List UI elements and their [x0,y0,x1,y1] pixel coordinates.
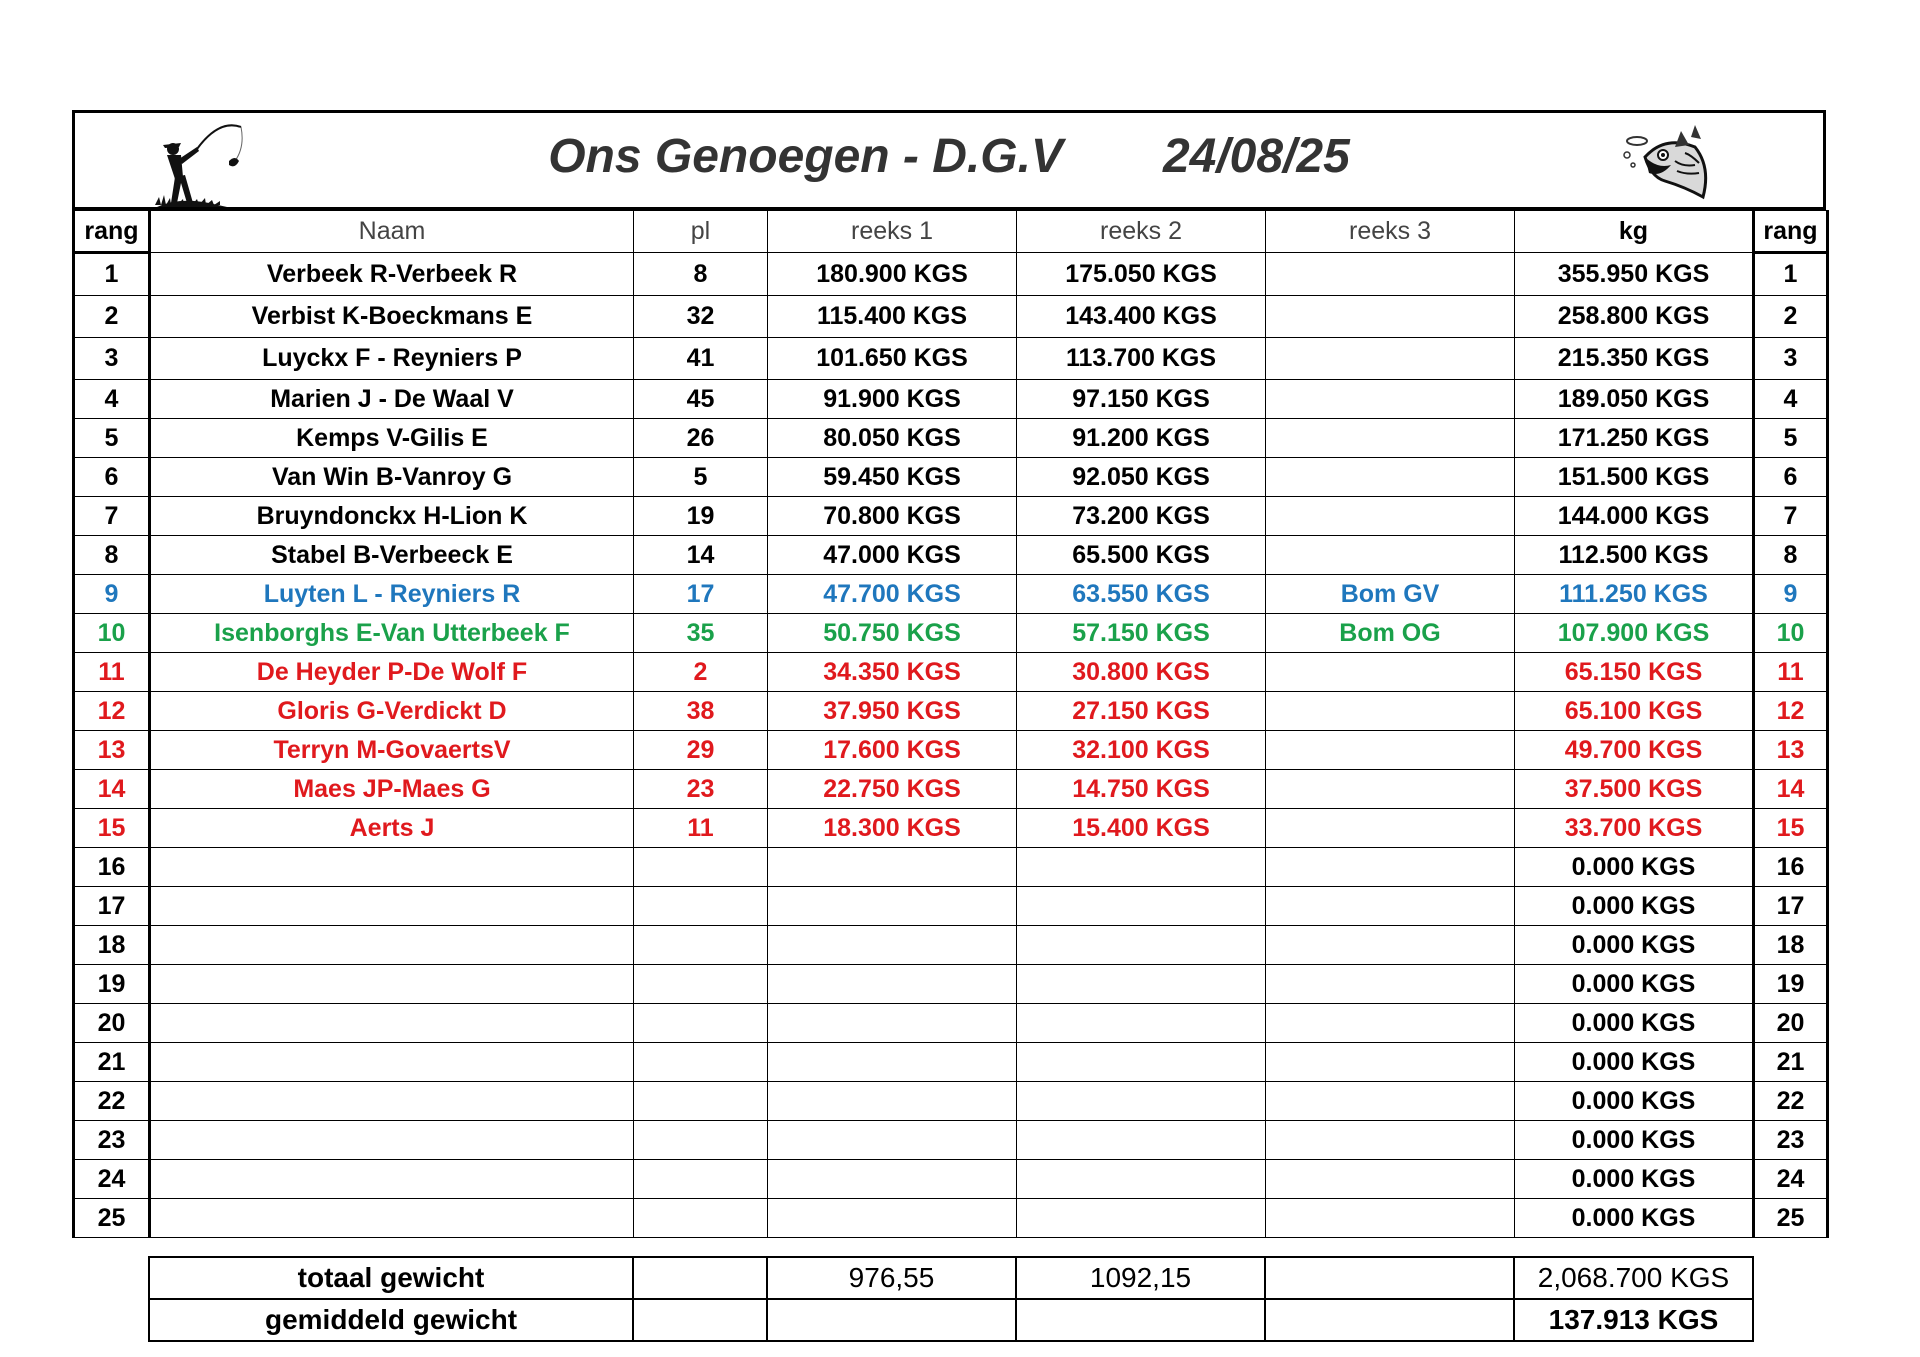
table-row [74,653,1828,692]
rank-right-cell: 13 [1754,731,1828,770]
place-cell [634,1160,768,1199]
table-row [74,536,1828,575]
column-header-pl: pl [634,211,768,253]
reeks-3-cell [1266,1199,1515,1238]
reeks-2-cell: 113.700 KGS [1017,338,1266,380]
name-cell [150,887,634,926]
kg-cell: 0.000 KGS [1515,848,1754,887]
rank-right-cell: 25 [1754,1199,1828,1238]
rank-right-cell: 18 [1754,926,1828,965]
reeks-3-cell [1266,965,1515,1004]
place-cell [634,1199,768,1238]
table-row [74,965,1828,1004]
rank-cell: 10 [74,614,150,653]
name-cell: Gloris G-Verdickt D [150,692,634,731]
place-cell [634,965,768,1004]
rank-right-cell: 3 [1754,338,1828,380]
reeks-3-cell [1266,809,1515,848]
reeks-2-cell: 73.200 KGS [1017,497,1266,536]
fish-icon [1615,117,1715,209]
name-cell: Maes JP-Maes G [150,770,634,809]
name-cell [150,926,634,965]
name-cell: Isenborghs E-Van Utterbeek F [150,614,634,653]
reeks-3-cell [1266,253,1515,296]
name-cell: Stabel B-Verbeeck E [150,536,634,575]
reeks-3-cell [1266,497,1515,536]
reeks-2-cell: 175.050 KGS [1017,253,1266,296]
reeks-1-cell [768,848,1017,887]
place-cell: 32 [634,296,768,338]
reeks-3-cell [1266,1160,1515,1199]
rank-right-cell: 20 [1754,1004,1828,1043]
reeks-1-cell: 115.400 KGS [768,296,1017,338]
table-row [74,887,1828,926]
rank-right-cell: 12 [1754,692,1828,731]
page-title: Ons Genoegen - D.G.V [548,130,1063,183]
reeks-2-cell [1017,1004,1266,1043]
kg-cell: 0.000 KGS [1515,1121,1754,1160]
rank-cell: 21 [74,1043,150,1082]
place-cell [634,1082,768,1121]
kg-cell: 215.350 KGS [1515,338,1754,380]
reeks-1-cell [768,1043,1017,1082]
reeks-3-cell [1266,653,1515,692]
reeks-3-cell [1266,731,1515,770]
average-kg: 137.913 KGS [1514,1299,1753,1341]
rank-right-cell: 8 [1754,536,1828,575]
rank-right-cell: 23 [1754,1121,1828,1160]
kg-cell: 37.500 KGS [1515,770,1754,809]
average-pl-cell [633,1299,767,1341]
place-cell: 41 [634,338,768,380]
rank-cell: 25 [74,1199,150,1238]
kg-cell: 33.700 KGS [1515,809,1754,848]
reeks-3-cell [1266,1043,1515,1082]
reeks-3-cell [1266,848,1515,887]
kg-cell: 171.250 KGS [1515,419,1754,458]
reeks-2-cell: 14.750 KGS [1017,770,1266,809]
table-row [74,296,1828,338]
kg-cell: 65.100 KGS [1515,692,1754,731]
rank-right-cell: 9 [1754,575,1828,614]
table-row [74,926,1828,965]
rank-right-cell: 7 [1754,497,1828,536]
rank-right-cell: 24 [1754,1160,1828,1199]
rank-cell: 9 [74,575,150,614]
average-reeks-3-cell [1265,1299,1514,1341]
kg-cell: 0.000 KGS [1515,1082,1754,1121]
reeks-3-cell [1266,419,1515,458]
kg-cell: 189.050 KGS [1515,380,1754,419]
reeks-1-cell [768,926,1017,965]
kg-cell: 144.000 KGS [1515,497,1754,536]
kg-cell: 258.800 KGS [1515,296,1754,338]
kg-cell: 0.000 KGS [1515,1043,1754,1082]
rank-cell: 3 [74,338,150,380]
rank-right-cell: 4 [1754,380,1828,419]
total-reeks-1: 976,55 [767,1257,1016,1299]
name-cell [150,1121,634,1160]
place-cell: 19 [634,497,768,536]
total-row [149,1257,1753,1299]
reeks-1-cell: 91.900 KGS [768,380,1017,419]
rank-cell: 7 [74,497,150,536]
place-cell: 38 [634,692,768,731]
reeks-2-cell [1017,1160,1266,1199]
name-cell: Van Win B-Vanroy G [150,458,634,497]
name-cell [150,1199,634,1238]
rank-cell: 4 [74,380,150,419]
name-cell: Bruyndonckx H-Lion K [150,497,634,536]
rank-cell: 17 [74,887,150,926]
place-cell [634,887,768,926]
reeks-1-cell: 59.450 KGS [768,458,1017,497]
kg-cell: 107.900 KGS [1515,614,1754,653]
table-row [74,1004,1828,1043]
reeks-2-cell: 65.500 KGS [1017,536,1266,575]
kg-cell: 65.150 KGS [1515,653,1754,692]
reeks-1-cell: 70.800 KGS [768,497,1017,536]
place-cell [634,1043,768,1082]
place-cell: 17 [634,575,768,614]
rank-cell: 16 [74,848,150,887]
rank-cell: 5 [74,419,150,458]
rank-cell: 13 [74,731,150,770]
average-reeks-2-cell [1016,1299,1265,1341]
reeks-3-cell [1266,1004,1515,1043]
reeks-3-cell: Bom GV [1266,575,1515,614]
table-row [74,380,1828,419]
kg-cell: 0.000 KGS [1515,926,1754,965]
reeks-2-cell [1017,1121,1266,1160]
name-cell: Marien J - De Waal V [150,380,634,419]
rank-right-cell: 16 [1754,848,1828,887]
reeks-1-cell: 50.750 KGS [768,614,1017,653]
reeks-2-cell [1017,887,1266,926]
place-cell [634,848,768,887]
name-cell [150,1160,634,1199]
reeks-3-cell [1266,887,1515,926]
reeks-2-cell: 63.550 KGS [1017,575,1266,614]
column-header-reeks-2: reeks 2 [1017,211,1266,253]
column-header-naam: Naam [150,211,634,253]
reeks-1-cell: 180.900 KGS [768,253,1017,296]
kg-cell: 49.700 KGS [1515,731,1754,770]
rank-cell: 8 [74,536,150,575]
rank-right-cell: 11 [1754,653,1828,692]
name-cell: Aerts J [150,809,634,848]
kg-cell: 0.000 KGS [1515,1199,1754,1238]
table-row [74,731,1828,770]
place-cell: 26 [634,419,768,458]
column-header-rang: rang [74,211,150,253]
reeks-3-cell [1266,380,1515,419]
rank-right-cell: 6 [1754,458,1828,497]
table-row [74,614,1828,653]
rank-cell: 18 [74,926,150,965]
reeks-2-cell: 143.400 KGS [1017,296,1266,338]
rank-cell: 20 [74,1004,150,1043]
table-row [74,458,1828,497]
rank-cell: 24 [74,1160,150,1199]
total-kg: 2,068.700 KGS [1514,1257,1753,1299]
place-cell [634,926,768,965]
place-cell: 23 [634,770,768,809]
reeks-1-cell: 18.300 KGS [768,809,1017,848]
rank-cell: 12 [74,692,150,731]
reeks-3-cell [1266,536,1515,575]
reeks-1-cell [768,1121,1017,1160]
reeks-2-cell: 91.200 KGS [1017,419,1266,458]
reeks-1-cell [768,1004,1017,1043]
name-cell: De Heyder P-De Wolf F [150,653,634,692]
name-cell [150,1043,634,1082]
kg-cell: 0.000 KGS [1515,965,1754,1004]
reeks-2-cell: 32.100 KGS [1017,731,1266,770]
kg-cell: 0.000 KGS [1515,1004,1754,1043]
name-cell: Terryn M-GovaertsV [150,731,634,770]
reeks-3-cell [1266,692,1515,731]
table-row [74,338,1828,380]
reeks-1-cell: 22.750 KGS [768,770,1017,809]
table-row [74,575,1828,614]
reeks-1-cell [768,1082,1017,1121]
reeks-1-cell [768,965,1017,1004]
table-row [74,253,1828,296]
name-cell: Kemps V-Gilis E [150,419,634,458]
rank-cell: 6 [74,458,150,497]
table-row [74,770,1828,809]
reeks-2-cell [1017,848,1266,887]
column-header-reeks-3: reeks 3 [1266,211,1515,253]
name-cell: Luyckx F - Reyniers P [150,338,634,380]
table-row [74,1160,1828,1199]
reeks-3-cell: Bom OG [1266,614,1515,653]
rank-right-cell: 21 [1754,1043,1828,1082]
table-row [74,692,1828,731]
place-cell: 11 [634,809,768,848]
reeks-1-cell: 37.950 KGS [768,692,1017,731]
reeks-1-cell: 101.650 KGS [768,338,1017,380]
reeks-3-cell [1266,926,1515,965]
kg-cell: 151.500 KGS [1515,458,1754,497]
total-reeks-3-cell [1265,1257,1514,1299]
title-banner [72,110,1826,210]
kg-cell: 0.000 KGS [1515,1160,1754,1199]
rank-cell: 22 [74,1082,150,1121]
reeks-2-cell: 15.400 KGS [1017,809,1266,848]
rank-cell: 11 [74,653,150,692]
name-cell [150,848,634,887]
kg-cell: 112.500 KGS [1515,536,1754,575]
place-cell: 5 [634,458,768,497]
reeks-1-cell [768,1160,1017,1199]
rank-right-cell: 19 [1754,965,1828,1004]
average-label: gemiddeld gewicht [149,1299,633,1341]
reeks-3-cell [1266,338,1515,380]
total-pl-cell [633,1257,767,1299]
rank-right-cell: 15 [1754,809,1828,848]
column-header-rang-right: rang [1754,211,1828,253]
average-row [149,1299,1753,1341]
reeks-2-cell [1017,926,1266,965]
place-cell: 8 [634,253,768,296]
total-label: totaal gewicht [149,1257,633,1299]
average-reeks-1-cell [767,1299,1016,1341]
reeks-2-cell: 57.150 KGS [1017,614,1266,653]
reeks-3-cell [1266,296,1515,338]
event-date: 24/08/25 [1162,130,1350,183]
reeks-1-cell: 47.000 KGS [768,536,1017,575]
place-cell: 2 [634,653,768,692]
name-cell: Verbist K-Boeckmans E [150,296,634,338]
name-cell [150,1082,634,1121]
rank-right-cell: 1 [1754,253,1828,296]
rank-right-cell: 2 [1754,296,1828,338]
reeks-2-cell: 92.050 KGS [1017,458,1266,497]
table-row [74,419,1828,458]
place-cell: 45 [634,380,768,419]
rank-right-cell: 5 [1754,419,1828,458]
reeks-1-cell [768,1199,1017,1238]
table-row [74,848,1828,887]
table-row [74,1043,1828,1082]
name-cell [150,965,634,1004]
place-cell [634,1121,768,1160]
reeks-2-cell: 30.800 KGS [1017,653,1266,692]
table-row [74,1199,1828,1238]
reeks-3-cell [1266,1082,1515,1121]
reeks-2-cell [1017,1082,1266,1121]
name-cell: Verbeek R-Verbeek R [150,253,634,296]
reeks-1-cell: 17.600 KGS [768,731,1017,770]
place-cell: 14 [634,536,768,575]
kg-cell: 111.250 KGS [1515,575,1754,614]
totals-table [148,1256,1754,1342]
kg-cell: 0.000 KGS [1515,887,1754,926]
rank-right-cell: 14 [1754,770,1828,809]
name-cell [150,1004,634,1043]
rank-right-cell: 22 [1754,1082,1828,1121]
rank-cell: 19 [74,965,150,1004]
reeks-3-cell [1266,458,1515,497]
results-table [72,210,1829,1238]
reeks-2-cell [1017,1043,1266,1082]
header-row [74,211,1828,253]
place-cell [634,1004,768,1043]
table-row [74,1082,1828,1121]
place-cell: 35 [634,614,768,653]
table-row [74,809,1828,848]
reeks-1-cell [768,887,1017,926]
reeks-2-cell: 97.150 KGS [1017,380,1266,419]
rank-cell: 1 [74,253,150,296]
reeks-1-cell: 34.350 KGS [768,653,1017,692]
rank-cell: 2 [74,296,150,338]
rank-right-cell: 10 [1754,614,1828,653]
name-cell: Luyten L - Reyniers R [150,575,634,614]
results-body [74,253,1828,1238]
rank-cell: 15 [74,809,150,848]
reeks-2-cell [1017,965,1266,1004]
table-row [74,497,1828,536]
kg-cell: 355.950 KGS [1515,253,1754,296]
rank-cell: 14 [74,770,150,809]
reeks-1-cell: 47.700 KGS [768,575,1017,614]
rank-right-cell: 17 [1754,887,1828,926]
place-cell: 29 [634,731,768,770]
title-line [75,129,1823,184]
reeks-3-cell [1266,1121,1515,1160]
table-row [74,1121,1828,1160]
reeks-3-cell [1266,770,1515,809]
rank-cell: 23 [74,1121,150,1160]
reeks-2-cell [1017,1199,1266,1238]
column-header-kg: kg [1515,211,1754,253]
column-header-reeks-1: reeks 1 [768,211,1017,253]
reeks-2-cell: 27.150 KGS [1017,692,1266,731]
reeks-1-cell: 80.050 KGS [768,419,1017,458]
total-reeks-2: 1092,15 [1016,1257,1265,1299]
